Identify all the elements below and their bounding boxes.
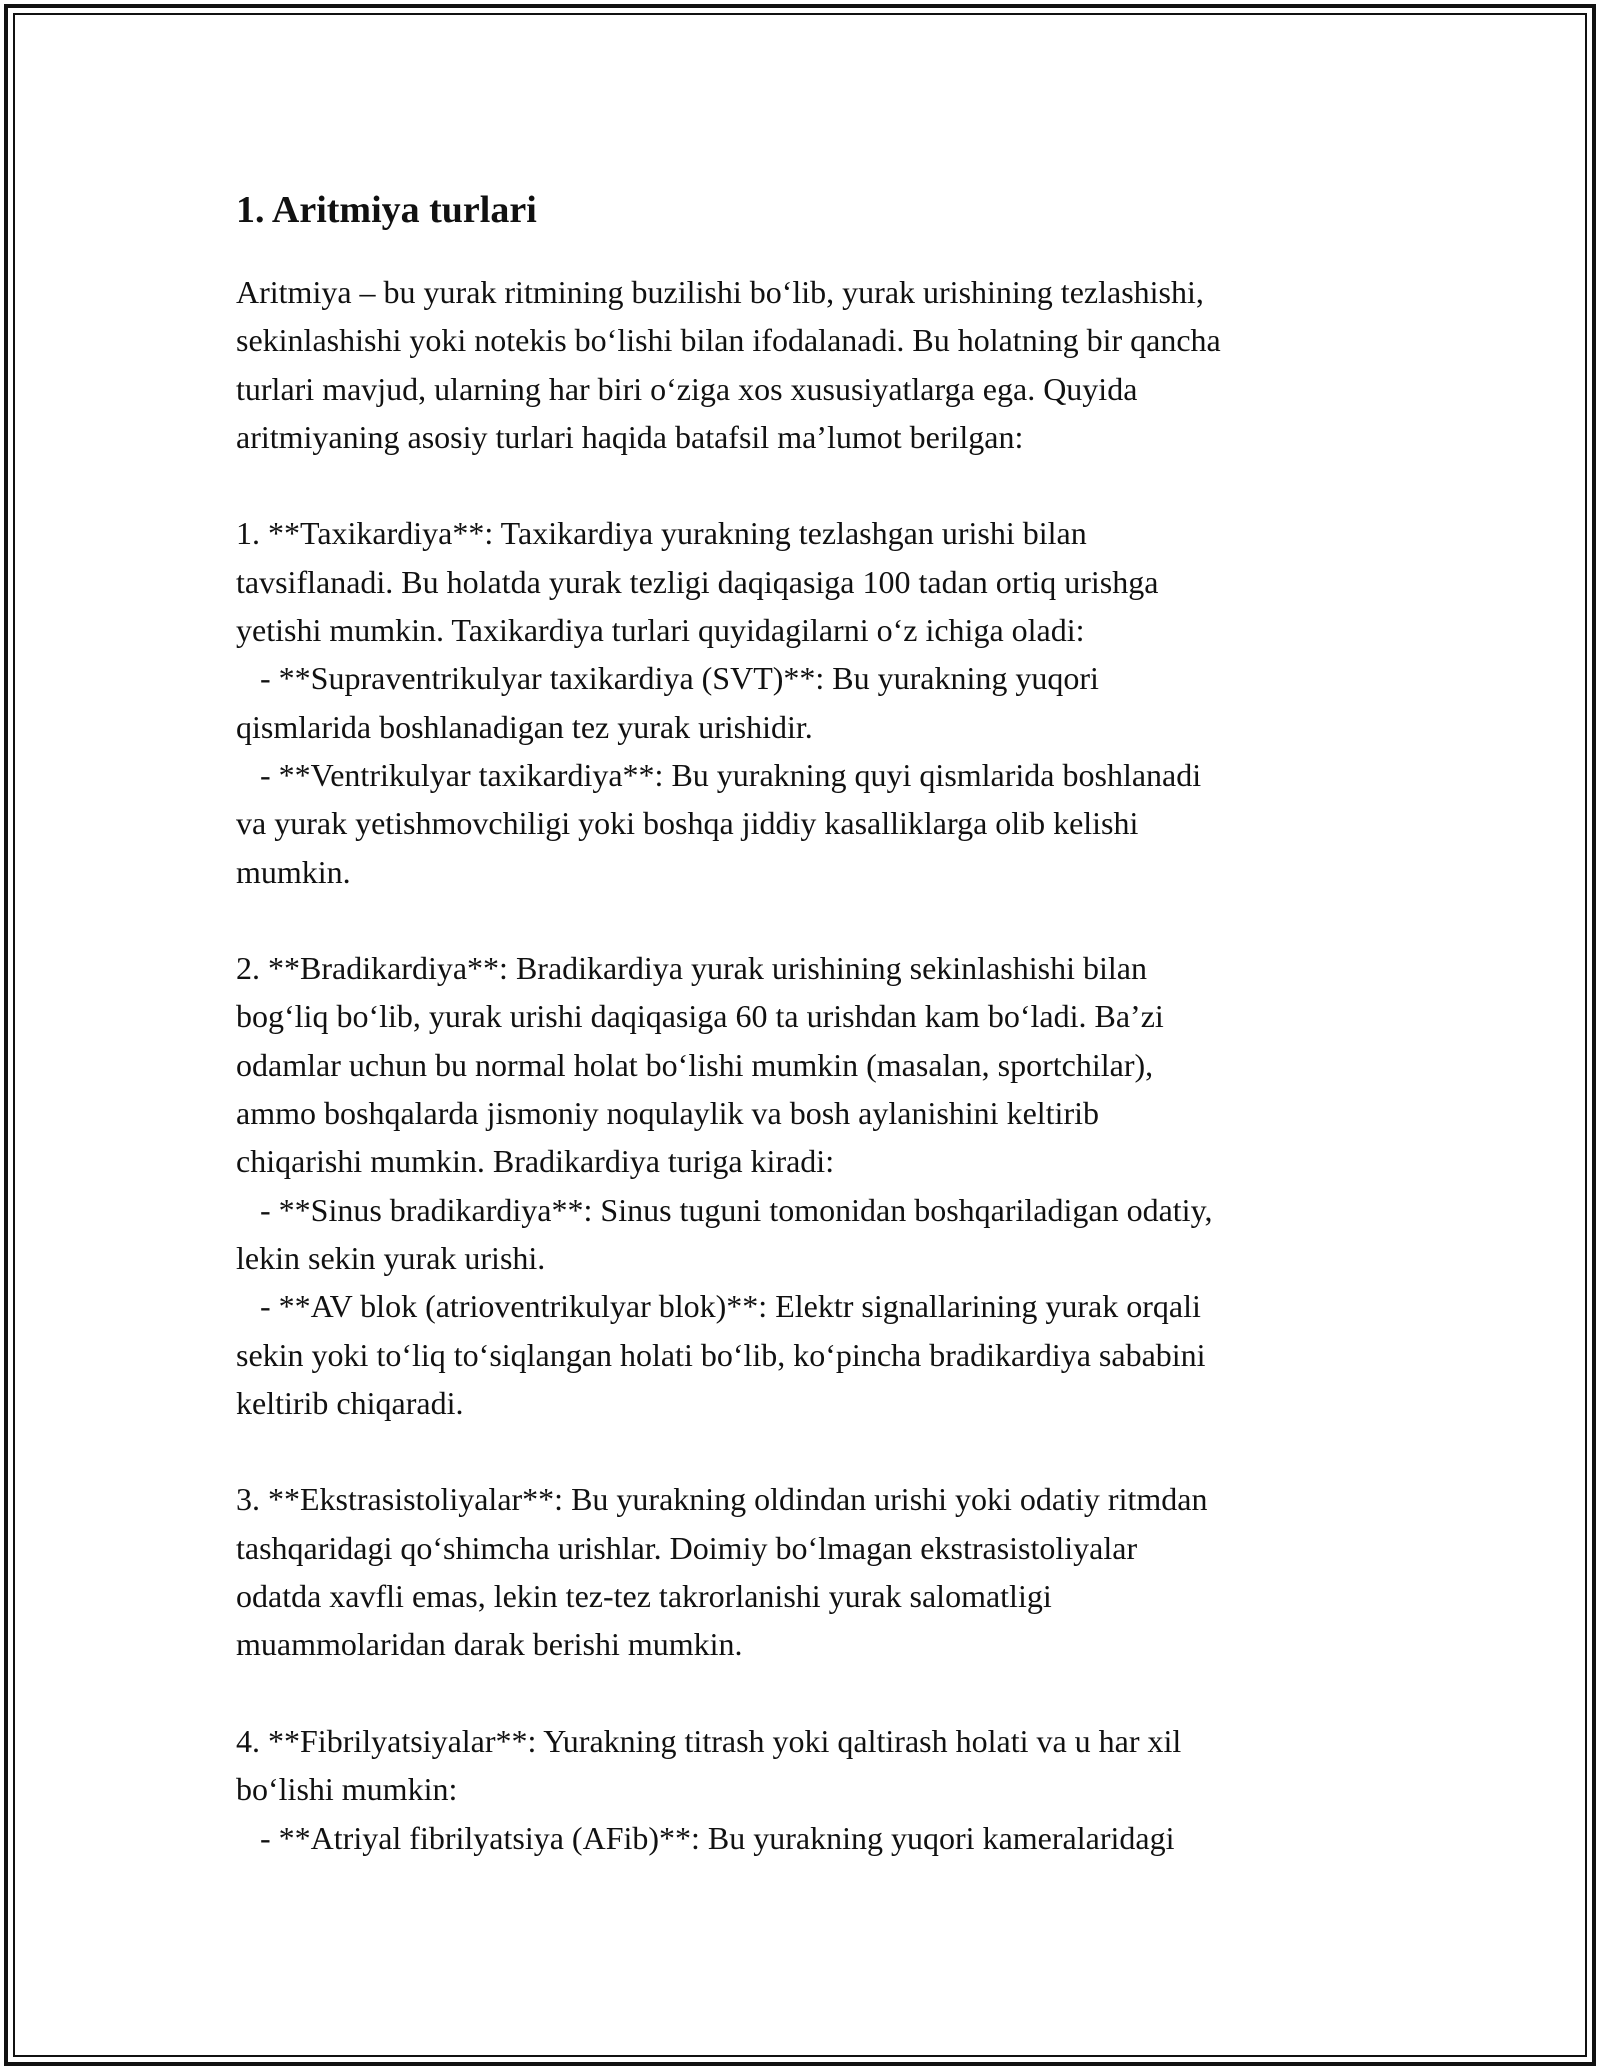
document-content [236, 186, 1386, 1862]
section-heading: 1. Aritmiya turlari [236, 189, 537, 231]
body-text: Aritmiya – bu yurak ritmining buzilishi boʻlib, yurak urishining tezlashishi, sekinlashishi yoki notekis boʻlishi bilan ifodalanadi. Bu holatning bir qancha turlari mavjud, ularning har biri oʻziga xos xususiyatlarga ega. Quyida aritmiyaning asosiy turlari haqida batafsil maʼlumot berilgan: 1. **Taxikardiya**: Taxikardiya yurakning tezlashgan urishi bilan tavsiflanadi. Bu holatda yurak tezligi daqiqasiga 100 tadan ortiq urishga yetishi mumkin. Taxikardiya turlari quyidagilarni oʻz ichiga oladi: - **Supraventrikulyar taxikardiya (SVT)**: Bu yurakning yuqori qismlarida boshlanadigan tez yurak urishidir. - **Ventrikulyar taxikardiya**: Bu yurakning quyi qismlarida boshlanadi va yurak yetishmovchiligi yoki boshqa jiddiy kasalliklarga olib kelishi mumkin. 2. **Bradikardiya**: Bradikardiya yurak urishining sekinlashishi bilan bogʻliq boʻlib, yurak urishi daqiqasiga 60 ta urishdan kam boʻladi. Baʼzi odamlar uchun bu normal holat boʻlishi mumkin (masalan, sportchilar), ammo boshqalarda jismoniy noqulaylik va bosh aylanishini keltirib chiqarishi mumkin. Bradikardiya turiga kiradi: - **Sinus bradikardiya**: Sinus tuguni tomonidan boshqariladigan odatiy, lekin sekin yurak urishi. - **AV blok (atrioventrikulyar blok)**: Elektr signallarining yurak orqali sekin yoki toʻliq toʻsiqlangan holati boʻlib, koʻpincha bradikardiya sababini keltirib chiqaradi. 3. **Ekstrasistoliyalar**: Bu yurakning oldindan urishi yoki odatiy ritmdan tashqaridagi qoʻshimcha urishlar. Doimiy boʻlmagan ekstrasistoliyalar odatda xavfli emas, lekin tez-tez takrorlanishi yurak salomatligi muammolaridan darak berishi mumkin. 4. **Fibrilyatsiyalar**: Yurakning titrash yoki qaltirash holati va u har xil boʻlishi mumkin: - **Atriyal fibrilyatsiya (AFib)**: Bu yurakning yuqori kameralaridagi [236, 274, 1221, 1856]
